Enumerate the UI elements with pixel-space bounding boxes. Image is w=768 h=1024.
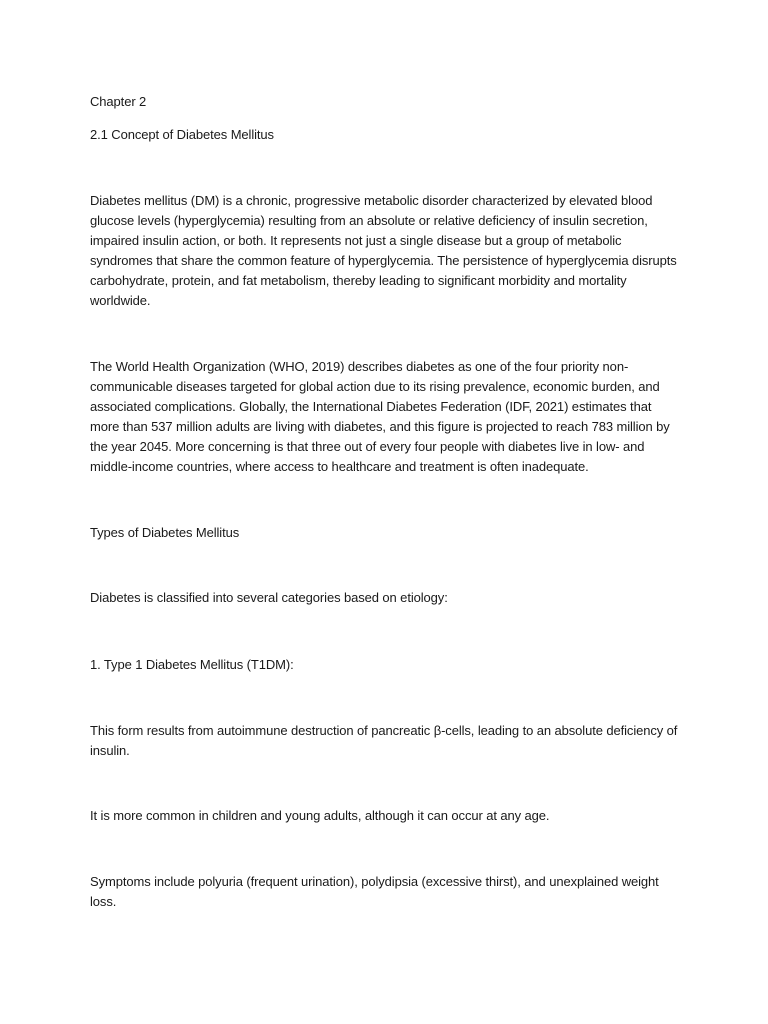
type1-heading: 1. Type 1 Diabetes Mellitus (T1DM): bbox=[90, 657, 294, 672]
types-heading: Types of Diabetes Mellitus bbox=[90, 525, 240, 540]
chapter-heading: Chapter 2 bbox=[90, 94, 147, 109]
type1-symptoms-paragraph: Symptoms include polyuria (frequent urination), polydipsia (excessive thirst), and unexplained weight loss. bbox=[90, 874, 659, 909]
section-heading: 2.1 Concept of Diabetes Mellitus bbox=[90, 127, 274, 142]
classification-intro: Diabetes is classified into several categories based on etiology: bbox=[90, 590, 448, 605]
prevalence-paragraph: The World Health Organization (WHO, 2019) describes diabetes as one of the four priority non-communicable diseases targeted for global action due to its rising prevalence, economic burden, and associated complications. Globally, the International Diabetes Federation (IDF, 2021) estimates that more than 537 million adults are living with diabetes, and this figure is projected to reach 783 million by the year 2045. More concerning is that three out of every four people with diabetes live in low- and middle-income countries, where access to healthcare and treatment is often inadequate. bbox=[90, 359, 670, 474]
type1-cause-paragraph: This form results from autoimmune destruction of pancreatic β-cells, leading to an absolute deficiency of insulin. bbox=[90, 723, 678, 758]
definition-paragraph: Diabetes mellitus (DM) is a chronic, progressive metabolic disorder characterized by elevated blood glucose levels (hyperglycemia) resulting from an absolute or relative deficiency of insulin secretion, impaired insulin action, or both. It represents not just a single disease but a group of metabolic syndromes that share the common feature of hyperglycemia. The persistence of hyperglycemia disrupts carbohydrate, protein, and fat metabolism, thereby leading to significant morbidity and mortality worldwide. bbox=[90, 193, 677, 308]
type1-population-paragraph: It is more common in children and young adults, although it can occur at any age. bbox=[90, 808, 550, 823]
